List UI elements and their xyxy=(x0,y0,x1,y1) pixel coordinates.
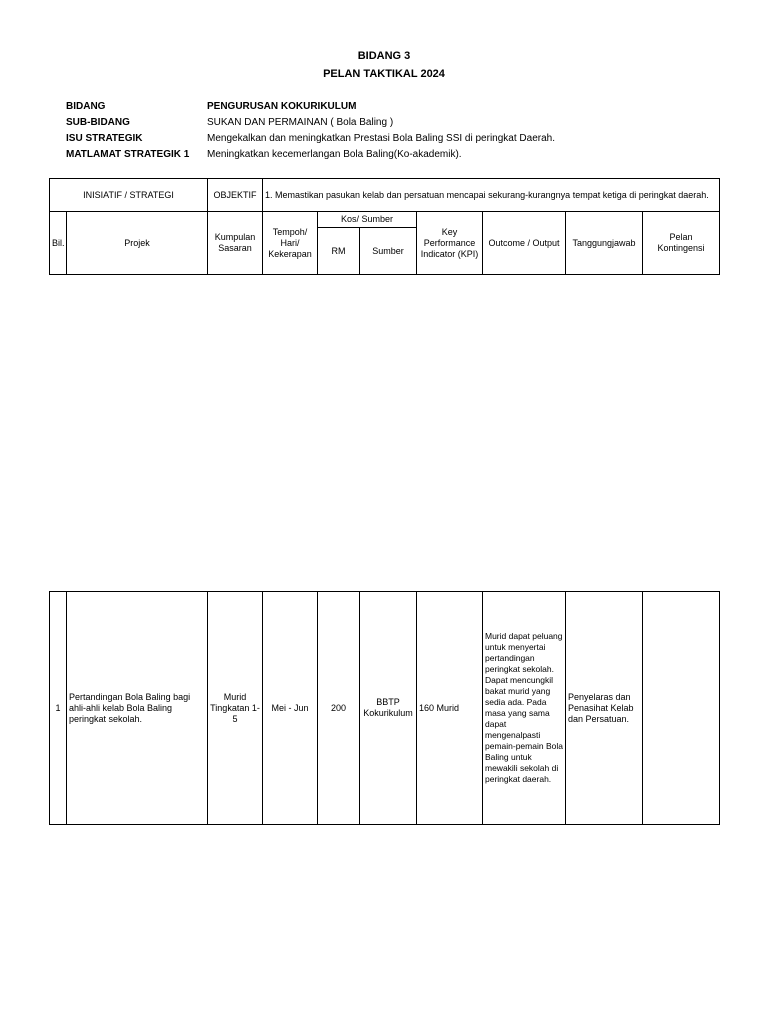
plan-header-table xyxy=(49,178,720,275)
row-rm: 200 xyxy=(318,592,360,825)
meta-label: SUB-BIDANG xyxy=(66,117,130,128)
meta-label: BIDANG xyxy=(66,101,106,112)
col-sumber: Sumber xyxy=(360,228,417,275)
col-pelan-kontingensi: Pelan Kontingensi xyxy=(643,212,720,275)
plan-body-table xyxy=(49,591,720,825)
col-kpi: Key Performance Indicator (KPI) xyxy=(417,212,483,275)
meta-value: Meningkatkan kecemerlangan Bola Baling(Ko-akademik). xyxy=(207,149,462,160)
meta-value: PENGURUSAN KOKURIKULUM xyxy=(207,101,357,112)
col-tempoh: Tempoh/ Hari/ Kekerapan xyxy=(263,212,318,275)
meta-label: MATLAMAT STRATEGIK 1 xyxy=(66,149,190,160)
row-outcome: Murid dapat peluang untuk menyertai pertandingan peringkat sekolah. Dapat mencungkil bakat murid yang sedia ada. Pada masa yang sama dapat mengenalpasti pemain-pemain Bola Baling untuk mewakili sekolah di peringkat daerah. xyxy=(483,592,566,825)
row-sumber: BBTP Kokurikulum xyxy=(360,592,417,825)
meta-block xyxy=(66,99,555,163)
col-projek: Projek xyxy=(67,212,208,275)
table-row xyxy=(50,592,720,825)
document-title-line2: PELAN TAKTIKAL 2024 xyxy=(323,68,445,80)
row-pelan-kontingensi xyxy=(643,592,720,825)
meta-row-isu-strategik xyxy=(66,131,555,147)
row-bil: 1 xyxy=(50,592,67,825)
meta-value: Mengekalkan dan meningkatkan Prestasi Bola Baling SSI di peringkat Daerah. xyxy=(207,133,555,144)
col-rm: RM xyxy=(318,228,360,275)
objektif-text: 1. Memastikan pasukan kelab dan persatuan mencapai sekurang-kurangnya tempat ketiga di peringkat daerah. xyxy=(263,179,720,212)
col-bil: Bil. xyxy=(50,212,67,275)
meta-row-sub-bidang xyxy=(66,115,555,131)
inisiatif-header: INISIATIF / STRATEGI xyxy=(50,179,208,212)
col-outcome: Outcome / Output xyxy=(483,212,566,275)
row-tanggungjawab: Penyelaras dan Penasihat Kelab dan Persatuan. xyxy=(566,592,643,825)
col-kos-sumber: Kos/ Sumber xyxy=(318,212,417,228)
meta-row-bidang xyxy=(66,99,555,115)
meta-value: SUKAN DAN PERMAINAN ( Bola Baling ) xyxy=(207,117,394,128)
col-kumpulan-sasaran: Kumpulan Sasaran xyxy=(208,212,263,275)
document-title-line1: BIDANG 3 xyxy=(357,50,411,62)
row-kpi: 160 Murid xyxy=(417,592,483,825)
meta-label: ISU STRATEGIK xyxy=(66,133,143,144)
meta-row-matlamat-strategik xyxy=(66,147,555,163)
row-tempoh: Mei - Jun xyxy=(263,592,318,825)
objektif-label: OBJEKTIF xyxy=(208,179,263,212)
col-tanggungjawab: Tanggungjawab xyxy=(566,212,643,275)
row-kumpulan-sasaran: Murid Tingkatan 1-5 xyxy=(208,592,263,825)
row-projek: Pertandingan Bola Baling bagi ahli-ahli kelab Bola Baling peringkat sekolah. xyxy=(67,592,208,825)
